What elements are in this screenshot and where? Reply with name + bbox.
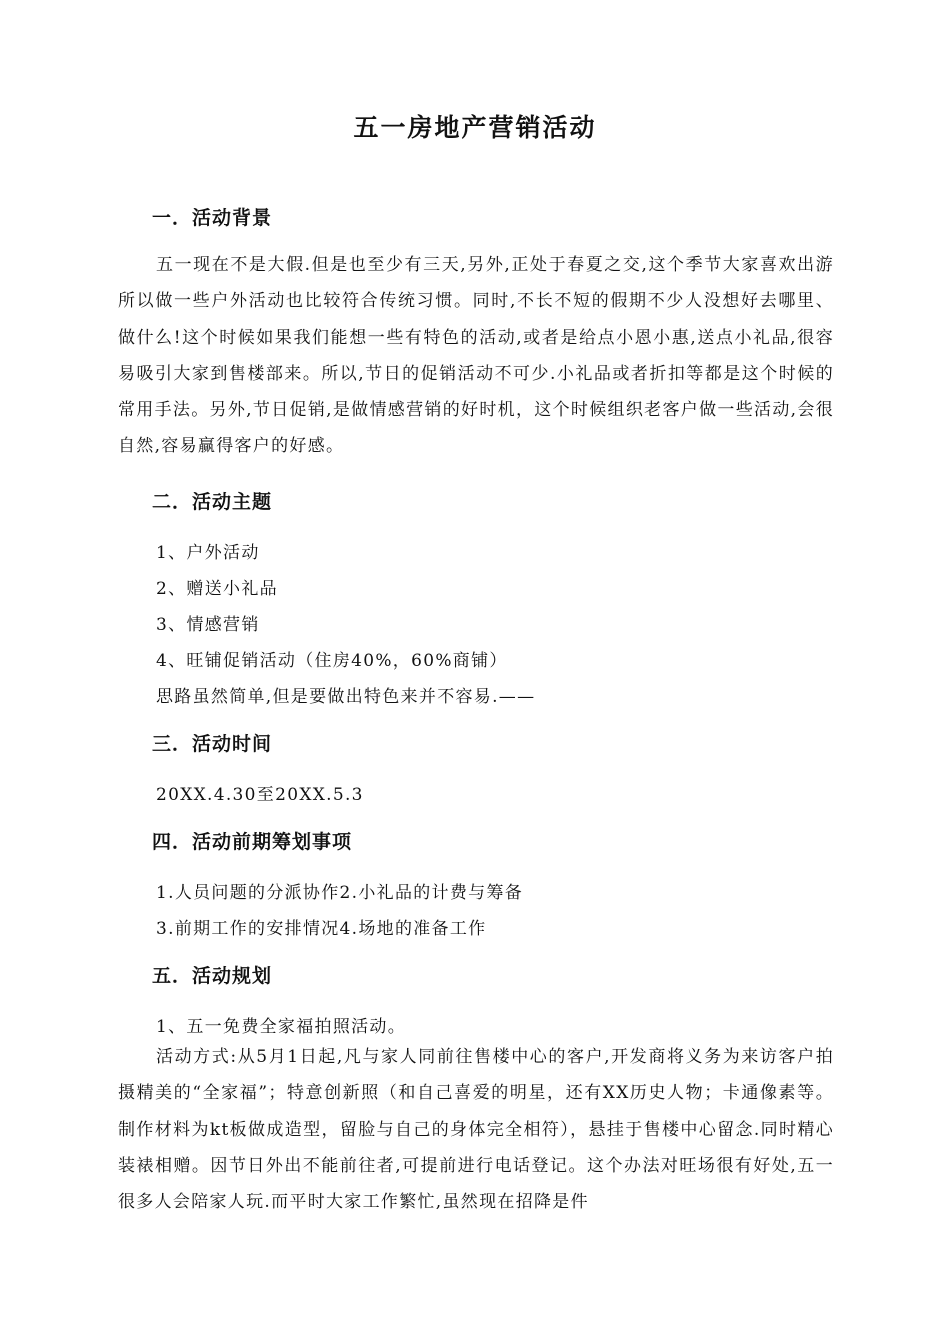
section-heading-background: 一．活动背景 (152, 207, 273, 229)
background-paragraph: 五一现在不是大假.但是也至少有三天,另外,正处于春夏之交,这个季节大家喜欢出游所以做一些户外活动也比较符合传统习惯。同时,不长不短的假期不少人没想好去哪里、做什么!这个时候如果我们能想一些有特色的活动,或者是给点小恩小惠,送点小礼品,很容易吸引大家到售楼部来。所以,节日的促销活动不可少.小礼品或者折扣等都是这个时候的常用手法。另外,节日促销,是做情感营销的好时机，这个时候组织老客户做一些活动,会很自然,容易赢得客户的好感。 (118, 255, 834, 457)
document-title: 五一房地产营销活动 (353, 113, 597, 142)
activity-time: 20XX.4.30至20XX.5.3 (156, 785, 364, 805)
theme-item-3: 3、情感营销 (156, 615, 260, 635)
preparation-line-2: 3.前期工作的安排情况4.场地的准备工作 (156, 919, 487, 939)
planning-item-1: 1、五一免费全家福拍照活动。 (156, 1017, 407, 1037)
planning-paragraph: 活动方式:从5月1日起,凡与家人同前往售楼中心的客户,开发商将义务为来访客户拍摄精美的“全家福”；特意创新照（和自己喜爱的明星，还有XX历史人物；卡通像素等。制作材料为kt板做成造型，留脸与自己的身体完全相符），悬挂于售楼中心留念.同时精心装裱相赠。因节日外出不能前往者,可提前进行电话登记。这个办法对旺场很有好处,五一很多人会陪家人玩.而平时大家工作繁忙,虽然现在招降是件 (118, 1047, 834, 1213)
theme-note: 思路虽然简单,但是要做出特色来并不容易.—— (156, 687, 536, 707)
theme-item-4: 4、旺铺促销活动（住房40%，60%商铺） (156, 651, 508, 671)
section-heading-planning: 五．活动规划 (152, 965, 273, 987)
section-heading-time: 三．活动时间 (152, 733, 273, 755)
section-heading-preparation: 四．活动前期筹划事项 (152, 831, 353, 853)
theme-item-2: 2、赠送小礼品 (156, 579, 278, 599)
theme-item-1: 1、户外活动 (156, 543, 260, 563)
preparation-line-1: 1.人员问题的分派协作2.小礼品的计费与筹备 (156, 883, 524, 903)
section-heading-theme: 二．活动主题 (152, 491, 273, 513)
